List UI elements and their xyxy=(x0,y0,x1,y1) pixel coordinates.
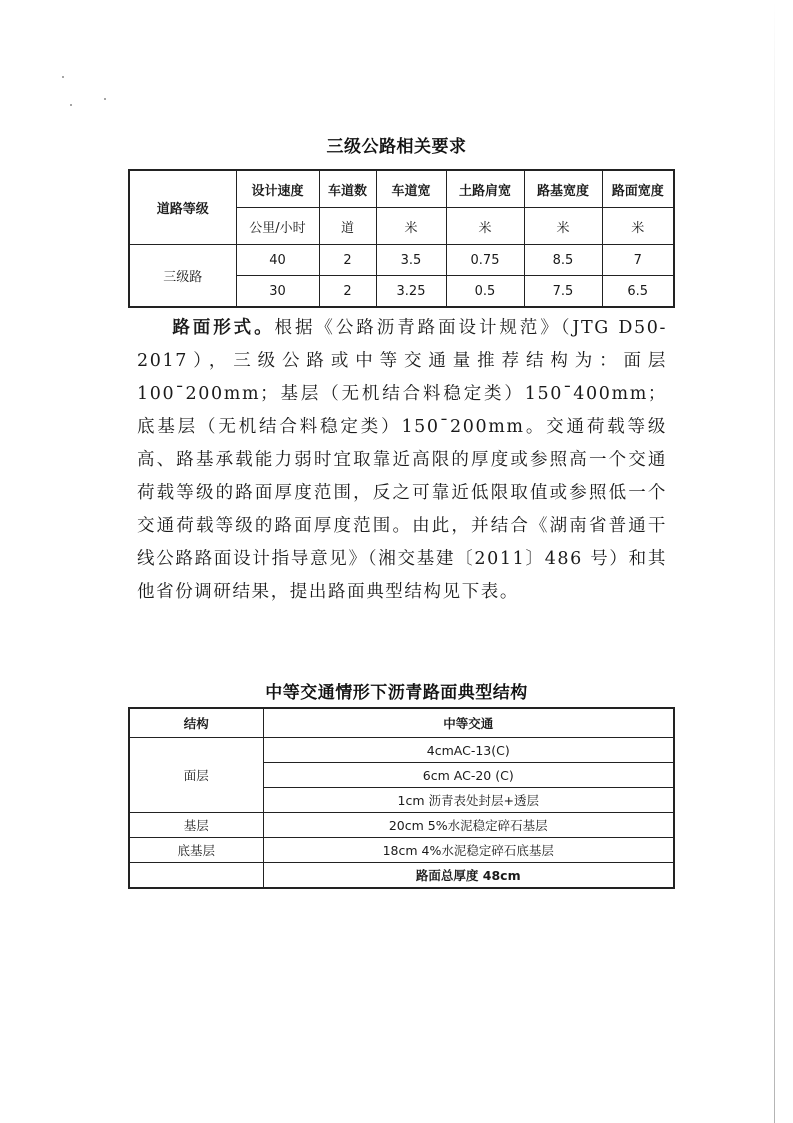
cell-pavement: 6.5 xyxy=(602,276,674,308)
cell-subgrade: 8.5 xyxy=(524,245,602,276)
unit-lane-width: 米 xyxy=(376,208,446,245)
road-requirements-table xyxy=(128,169,675,308)
table2-caption: 中等交通情形下沥青路面典型结构 xyxy=(265,683,528,703)
grade-name-cell: 三级路 xyxy=(129,245,236,308)
total-label xyxy=(129,863,263,889)
cell-lanes: 2 xyxy=(319,245,376,276)
unit-shoulder: 米 xyxy=(446,208,524,245)
total-thickness: 路面总厚度 48cm xyxy=(263,863,674,889)
table-row xyxy=(129,245,674,276)
table2-header-row xyxy=(129,708,674,738)
header-subgrade-width: 路基宽度 xyxy=(524,170,602,208)
header-shoulder-width: 土路肩宽 xyxy=(446,170,524,208)
unit-speed: 公里/小时 xyxy=(236,208,319,245)
table-row xyxy=(129,813,674,838)
base-layer-label: 基层 xyxy=(129,813,263,838)
surface-layer-1: 4cmAC-13(C) xyxy=(263,738,674,763)
paragraph-body: 根据《公路沥青路面设计规范》（JTG D50-2017），三级公路或中等交通量推荐结构为：面层 100¯200mm；基层（无机结合料稳定类）150¯400mm；底基层（无机结合料稳定类）150¯200mm。交通荷载等级高、路基承载能力弱时宜取靠近高限的厚度或参照高一个交通荷载等级的路面厚度范围，反之可靠近低限取值或参照低一个交通荷载等级的路面厚度范围。由此，并结合《湖南省普通干线公路路面设计指导意见》（湘交基建〔2011〕486 号）和其他省份调研结果，提出路面典型结构见下表。 xyxy=(137,318,667,602)
subbase-layer-value: 18cm 4%水泥稳定碎石底基层 xyxy=(263,838,674,863)
unit-subgrade: 米 xyxy=(524,208,602,245)
cell-speed: 30 xyxy=(236,276,319,308)
table-row xyxy=(129,863,674,889)
cell-shoulder: 0.5 xyxy=(446,276,524,308)
cell-shoulder: 0.75 xyxy=(446,245,524,276)
table-row xyxy=(129,838,674,863)
cell-pavement: 7 xyxy=(602,245,674,276)
header-structure: 结构 xyxy=(129,708,263,738)
header-design-speed: 设计速度 xyxy=(236,170,319,208)
unit-lanes: 道 xyxy=(319,208,376,245)
pavement-structure-table xyxy=(128,707,675,889)
header-lane-width: 车道宽 xyxy=(376,170,446,208)
paragraph-lead: 路面形式。 xyxy=(171,318,275,338)
cell-lane-width: 3.5 xyxy=(376,245,446,276)
table-row xyxy=(129,738,674,763)
header-medium-traffic: 中等交通 xyxy=(263,708,674,738)
pavement-form-paragraph xyxy=(137,312,667,609)
cell-subgrade: 7.5 xyxy=(524,276,602,308)
header-road-grade: 道路等级 xyxy=(129,170,236,245)
base-layer-value: 20cm 5%水泥稳定碎石基层 xyxy=(263,813,674,838)
scan-edge-line xyxy=(774,0,775,1123)
surface-layer-2: 6cm AC-20 (C) xyxy=(263,763,674,788)
surface-layer-label: 面层 xyxy=(129,738,263,813)
table1-header-row xyxy=(129,170,674,208)
scan-speck xyxy=(104,98,106,100)
cell-speed: 40 xyxy=(236,245,319,276)
cell-lane-width: 3.25 xyxy=(376,276,446,308)
scan-speck xyxy=(70,104,72,106)
header-lanes: 车道数 xyxy=(319,170,376,208)
subbase-layer-label: 底基层 xyxy=(129,838,263,863)
cell-lanes: 2 xyxy=(319,276,376,308)
scan-speck xyxy=(62,76,64,78)
table1-caption: 三级公路相关要求 xyxy=(326,137,467,157)
unit-pavement: 米 xyxy=(602,208,674,245)
surface-layer-3: 1cm 沥青表处封层+透层 xyxy=(263,788,674,813)
header-pavement-width: 路面宽度 xyxy=(602,170,674,208)
